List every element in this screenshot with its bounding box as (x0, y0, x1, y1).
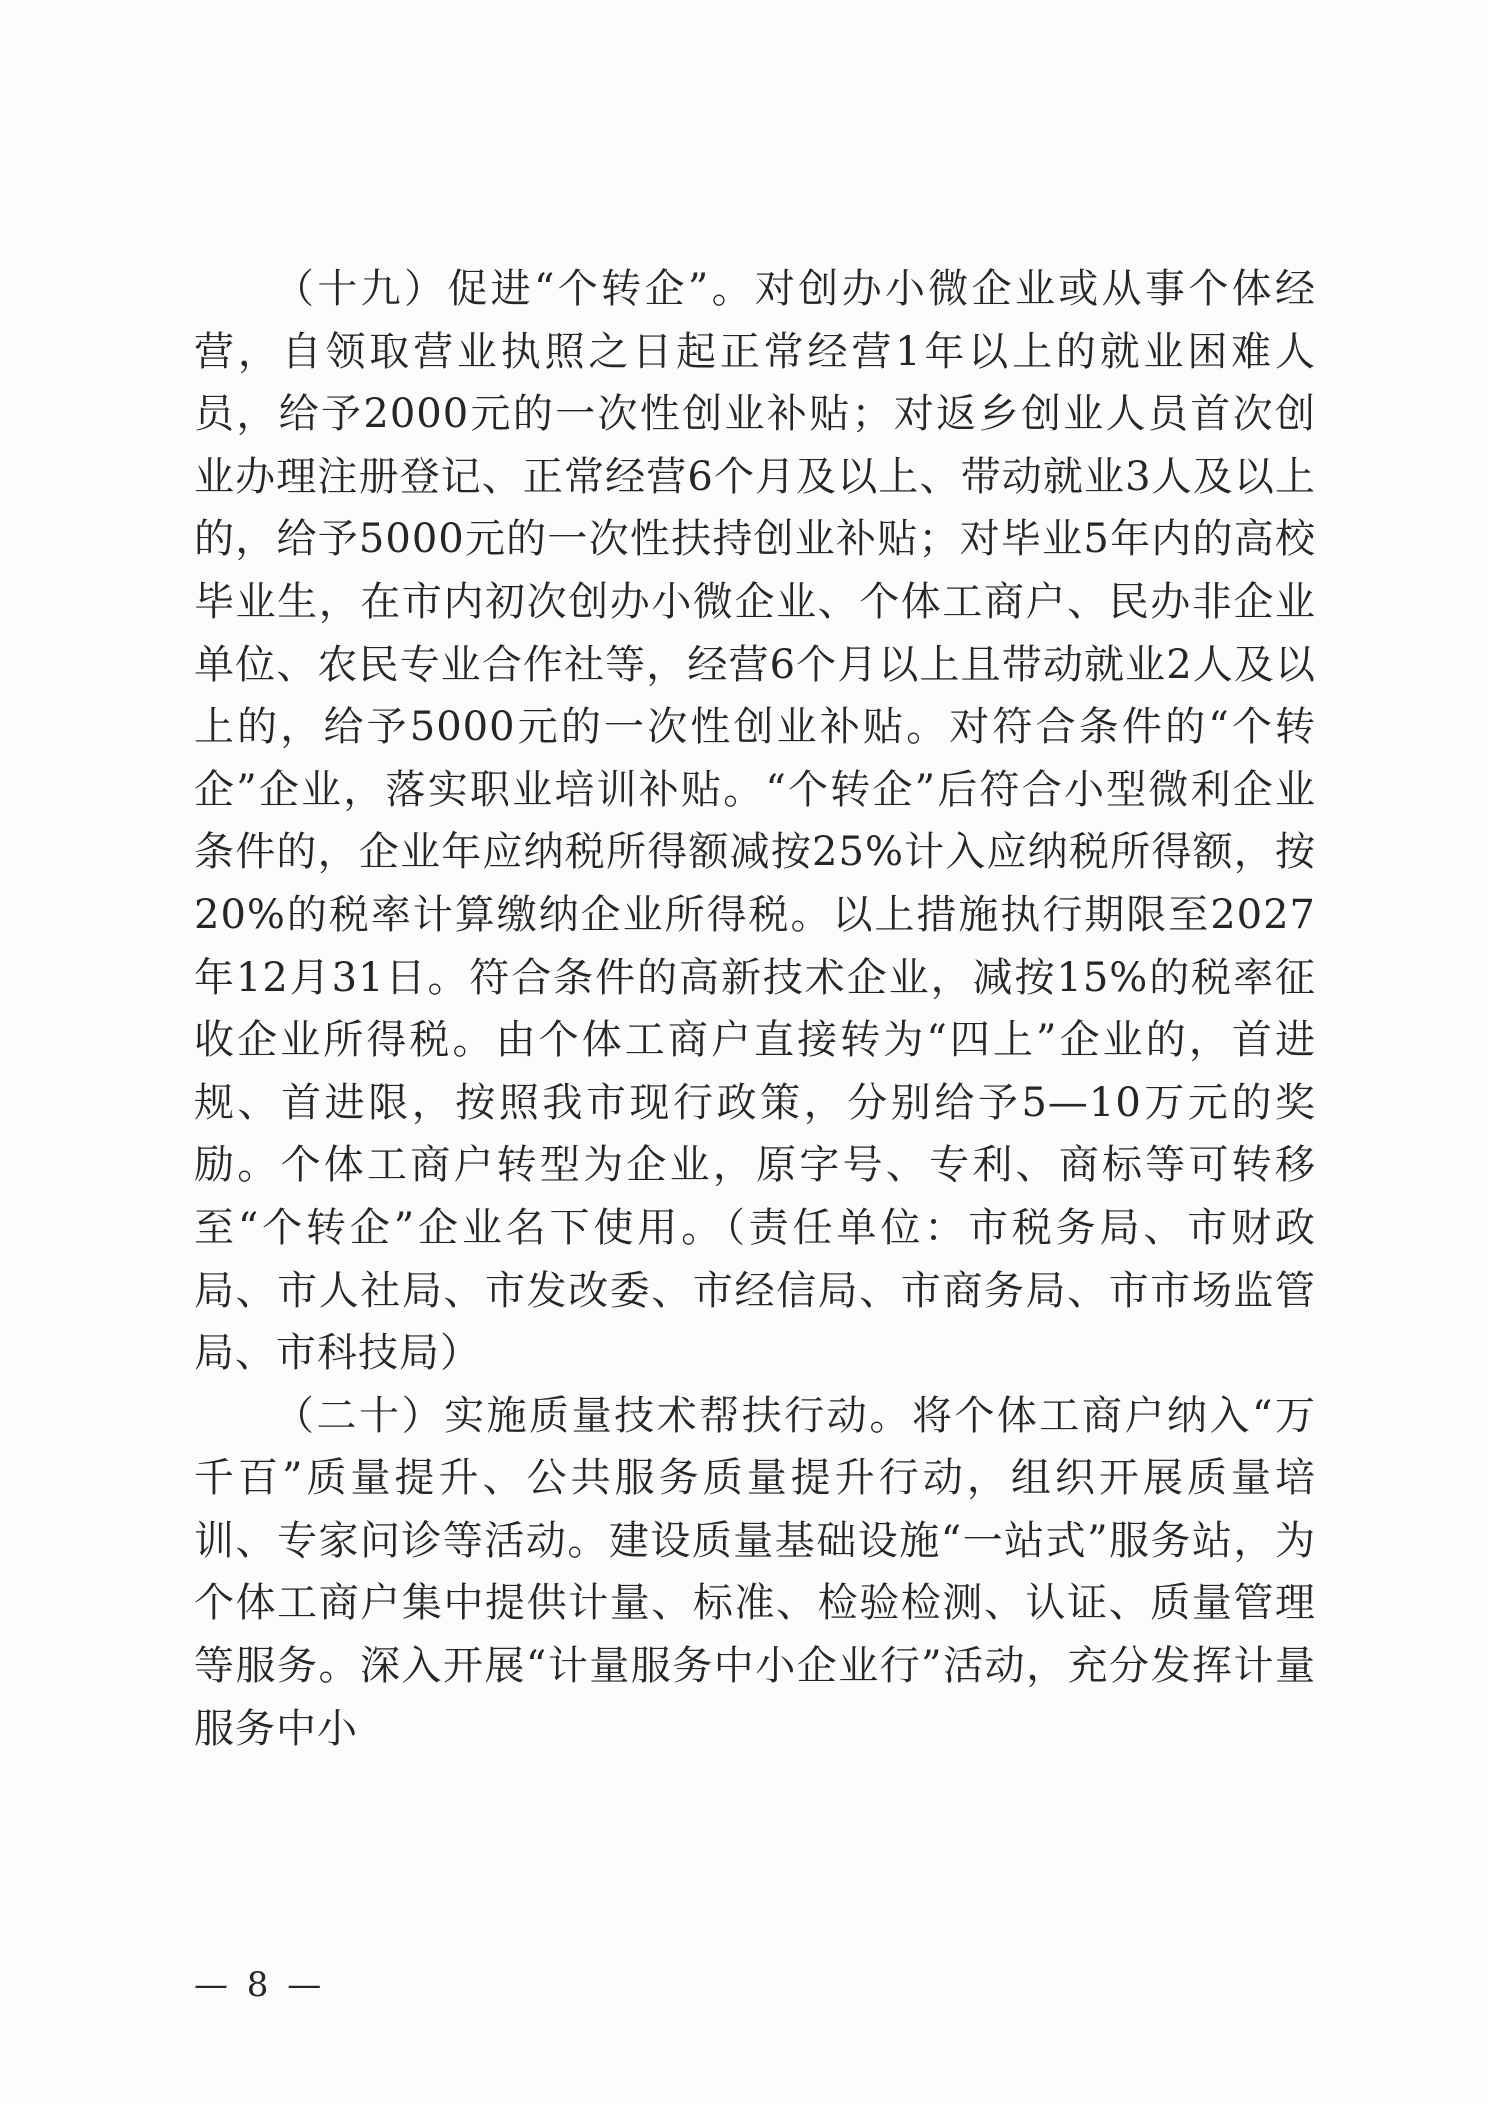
paragraph-20: （二十）实施质量技术帮扶行动。将个体工商户纳入“万千百”质量提升、公共服务质量提升行动，组织开展质量培训、专家问诊等活动。建设质量基础设施“一站式”服务站，为个体工商户集中提供计量、标准、检验检测、认证、质量管理等服务。深入开展“计量服务中小企业行”活动，充分发挥计量服务中小 (194, 1392, 1316, 1752)
paragraph-19: （十九）促进“个转企”。对创办小微企业或从事个体经营，自领取营业执照之日起正常经营1年以上的就业困难人员，给予2000元的一次性创业补贴；对返乡创业人员首次创业办理注册登记、正常经营6个月及以上、带动就业3人及以上的，给予5000元的一次性扶持创业补贴；对毕业5年内的高校毕业生，在市内初次创办小微企业、个体工商户、民办非企业单位、农民专业合作社等，经营6个月以上且带动就业2人及以上的，给予5000元的一次性创业补贴。对符合条件的“个转企”企业，落实职业培训补贴。“个转企”后符合小型微利企业条件的，企业年应纳税所得额减按25%计入应纳税所得额，按20%的税率计算缴纳企业所得税。以上措施执行期限至2027年12月31日。符合条件的高新技术企业，减按15%的税率征收企业所得税。由个体工商户直接转为“四上”企业的，首进规、首进限，按照我市现行政策，分别给予5—10万元的奖励。个体工商户转型为企业，原字号、专利、商标等可转移至“个转企”企业名下使用。（责任单位：市税务局、市财政局、市人社局、市发改委、市经信局、市商务局、市市场监管局、市科技局） (194, 266, 1316, 1377)
document-body (194, 258, 1316, 1760)
page-number: — 8 — (194, 1965, 326, 2005)
